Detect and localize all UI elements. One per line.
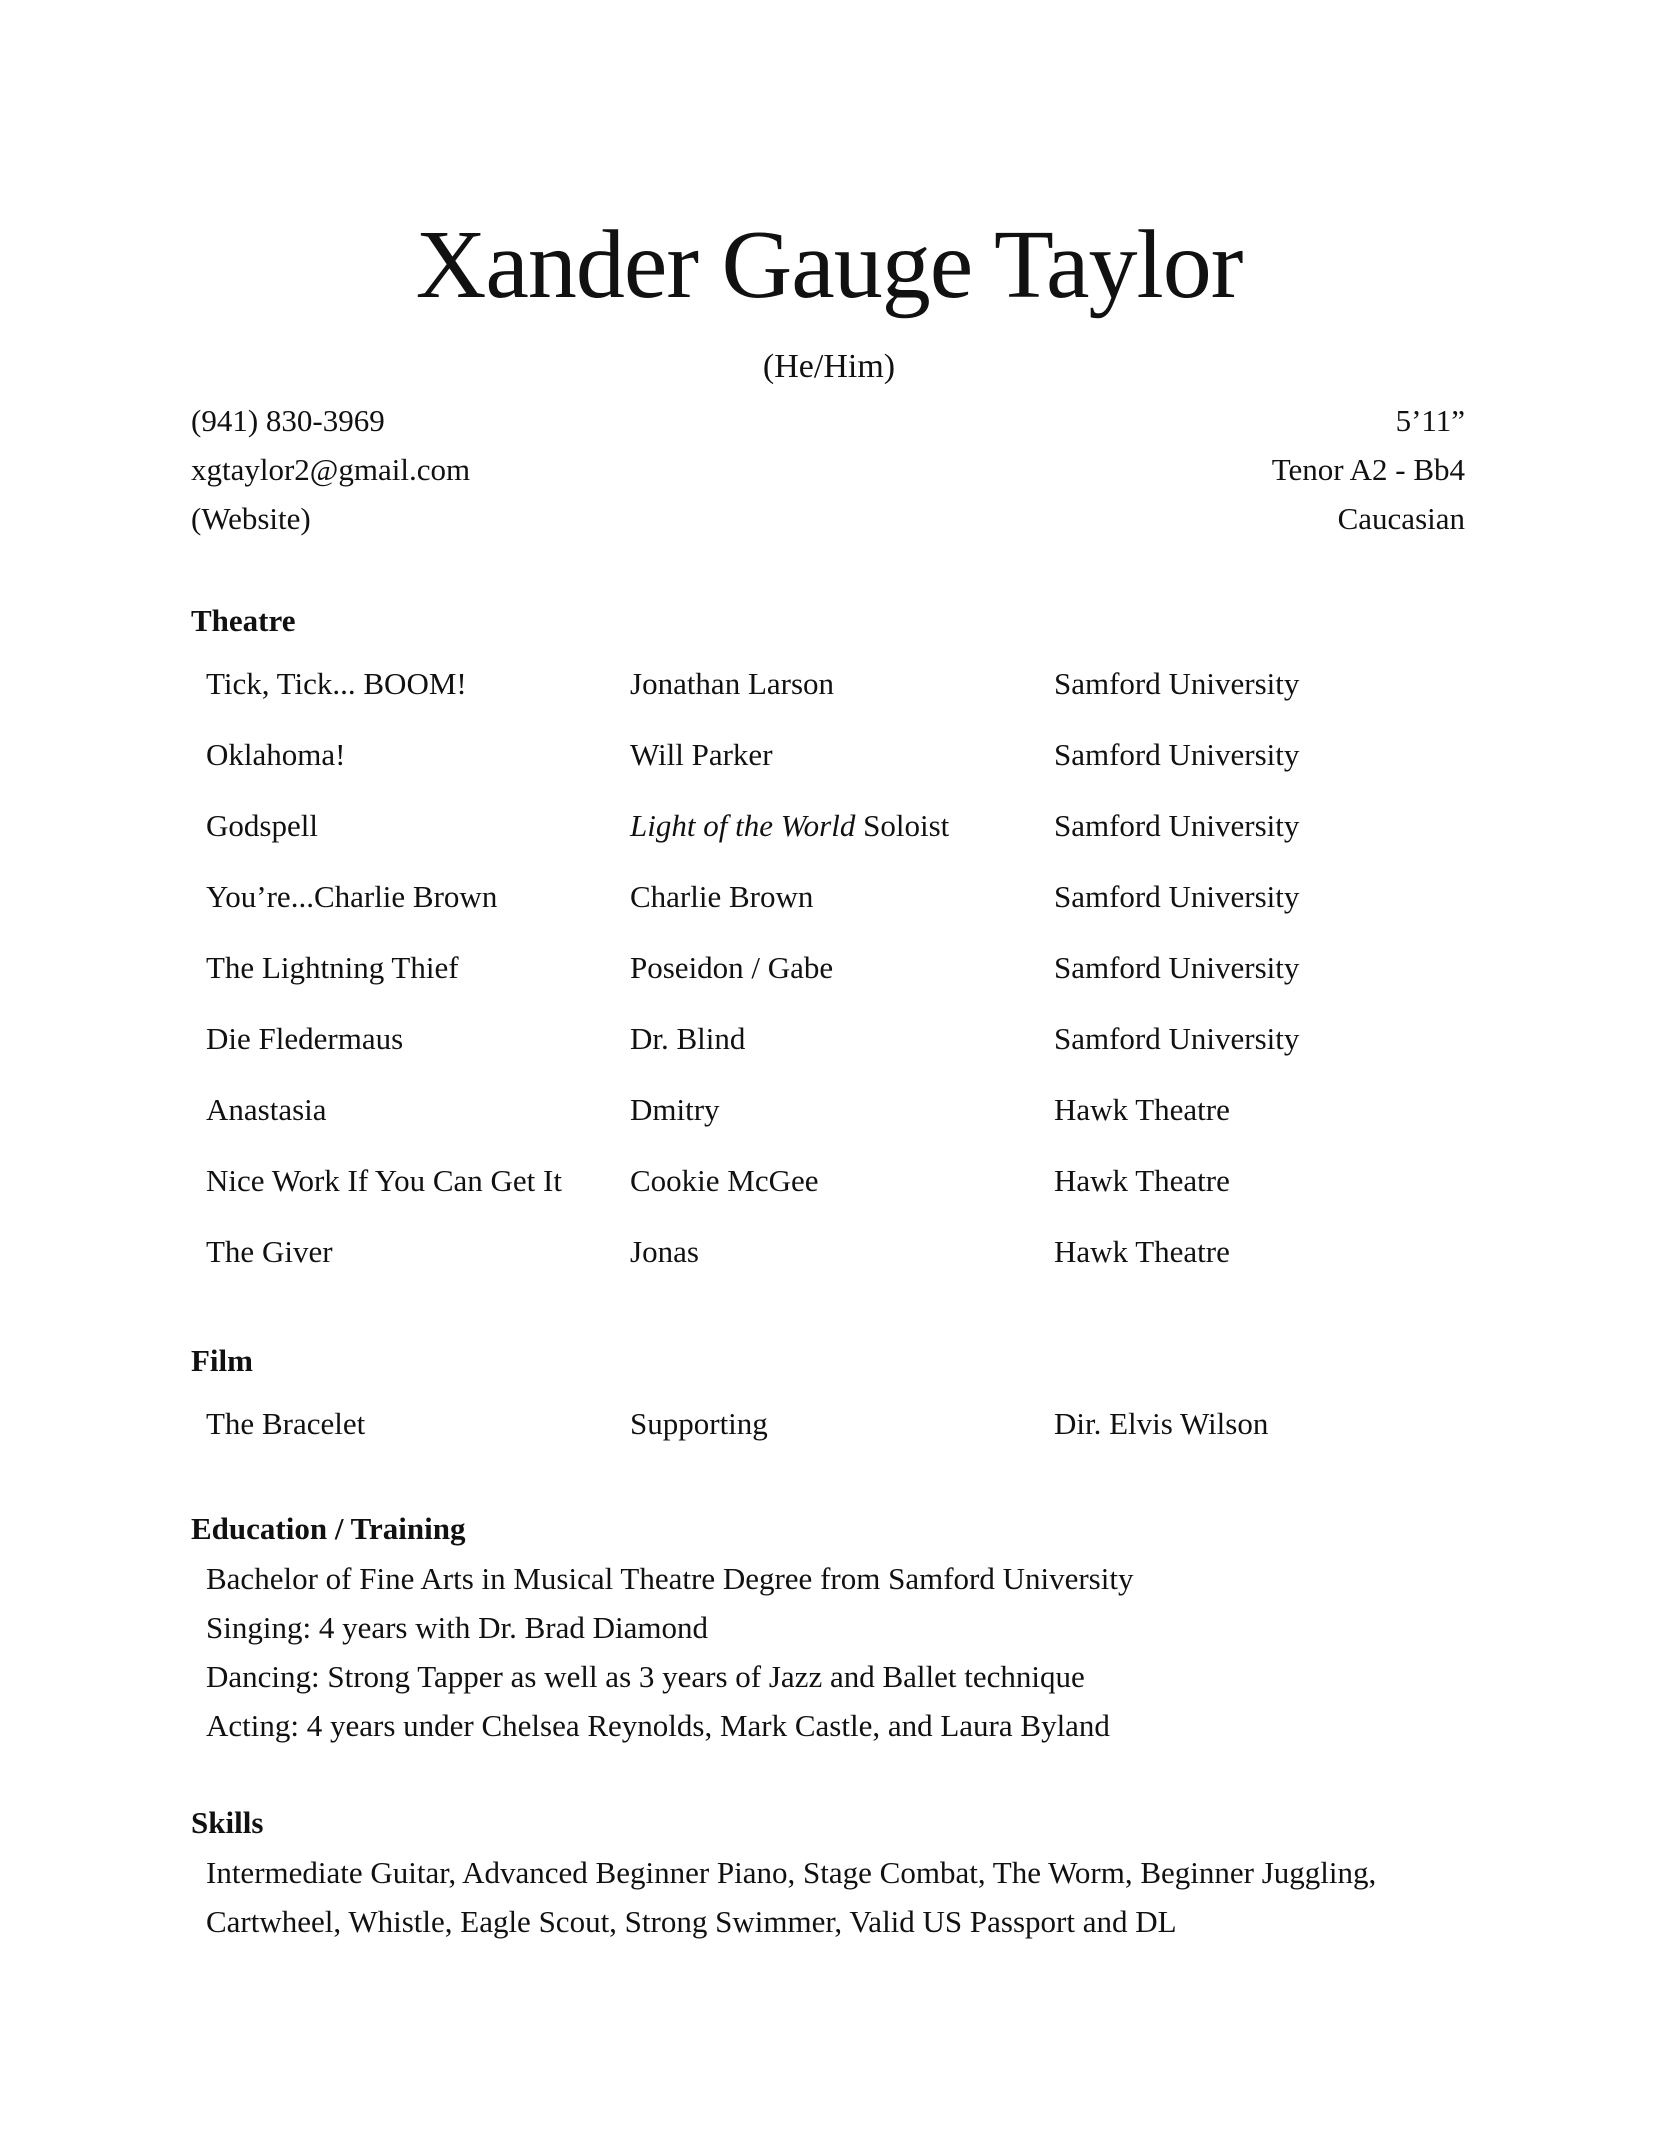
list-item: Cartwheel, Whistle, Eagle Scout, Strong Swimmer, Valid US Passport and DL <box>206 1904 1177 1939</box>
venue-name: Samford University <box>1054 1021 1300 1056</box>
ethnicity-stat: Caucasian <box>1337 501 1465 536</box>
actor-name: Xander Gauge Taylor <box>415 211 1243 319</box>
venue-name: Samford University <box>1054 879 1300 914</box>
height-stat: 5’11” <box>1395 403 1465 438</box>
role-name: Supporting <box>630 1406 768 1441</box>
education-list <box>206 1554 1133 1750</box>
role-name: Jonathan Larson <box>630 666 835 701</box>
email-address[interactable]: xgtaylor2@gmail.com <box>191 452 471 487</box>
venue-name: Samford University <box>1054 666 1300 701</box>
role-suffix: Soloist <box>855 808 950 843</box>
table-row <box>206 1232 1506 1303</box>
theatre-section-title: Theatre <box>191 603 296 638</box>
role-name: Dr. Blind <box>630 1021 746 1056</box>
table-row <box>206 1090 1506 1161</box>
show-title: Nice Work If You Can Get It <box>206 1163 562 1198</box>
role-name <box>630 806 949 846</box>
show-title: Anastasia <box>206 1092 327 1127</box>
show-title: You’re...Charlie Brown <box>206 879 498 914</box>
venue-name: Samford University <box>1054 950 1300 985</box>
role-name: Will Parker <box>630 737 773 772</box>
venue-name: Hawk Theatre <box>1054 1092 1230 1127</box>
venue-name: Samford University <box>1054 737 1300 772</box>
pronouns: (He/Him) <box>762 348 896 385</box>
show-title: The Lightning Thief <box>206 950 459 985</box>
show-title: Die Fledermaus <box>206 1021 404 1056</box>
venue-name: Hawk Theatre <box>1054 1234 1230 1269</box>
physical-stats <box>1272 396 1465 543</box>
table-row <box>206 877 1506 948</box>
venue-name: Hawk Theatre <box>1054 1163 1230 1198</box>
list-item: Acting: 4 years under Chelsea Reynolds, Mark Castle, and Laura Byland <box>206 1708 1110 1743</box>
show-title: Godspell <box>206 808 318 843</box>
skills-list <box>206 1848 1376 1946</box>
list-item: Dancing: Strong Tapper as well as 3 years of Jazz and Ballet technique <box>206 1659 1085 1694</box>
skills-section-title: Skills <box>191 1805 264 1840</box>
role-name: Cookie McGee <box>630 1163 819 1198</box>
role-italic-part: Light of the World <box>630 808 856 843</box>
role-name: Jonas <box>630 1234 699 1269</box>
film-credits-table <box>206 1404 1506 1475</box>
list-item: Intermediate Guitar, Advanced Beginner Piano, Stage Combat, The Worm, Beginner Juggling, <box>206 1855 1377 1890</box>
table-row <box>206 948 1506 1019</box>
role-name: Charlie Brown <box>630 879 814 914</box>
show-title: The Giver <box>206 1234 333 1269</box>
contact-info <box>191 396 470 543</box>
table-row <box>206 1019 1506 1090</box>
table-row <box>206 664 1506 735</box>
table-row <box>206 735 1506 806</box>
website-link[interactable]: (Website) <box>191 501 311 536</box>
venue-name: Samford University <box>1054 808 1300 843</box>
voice-range-stat: Tenor A2 - Bb4 <box>1271 452 1465 487</box>
venue-name: Dir. Elvis Wilson <box>1054 1406 1269 1441</box>
list-item: Bachelor of Fine Arts in Musical Theatre Degree from Samford University <box>206 1561 1134 1596</box>
show-title: Tick, Tick... BOOM! <box>206 666 467 701</box>
film-section-title: Film <box>191 1343 253 1378</box>
table-row <box>206 806 1506 877</box>
show-title: Oklahoma! <box>206 737 346 772</box>
table-row <box>206 1404 1506 1475</box>
table-row <box>206 1161 1506 1232</box>
role-name: Dmitry <box>630 1092 720 1127</box>
theatre-credits-table <box>206 664 1506 1303</box>
phone-number: (941) 830-3969 <box>191 403 385 438</box>
education-section-title: Education / Training <box>191 1511 466 1546</box>
show-title: The Bracelet <box>206 1406 366 1441</box>
list-item: Singing: 4 years with Dr. Brad Diamond <box>206 1610 708 1645</box>
role-name: Poseidon / Gabe <box>630 950 834 985</box>
